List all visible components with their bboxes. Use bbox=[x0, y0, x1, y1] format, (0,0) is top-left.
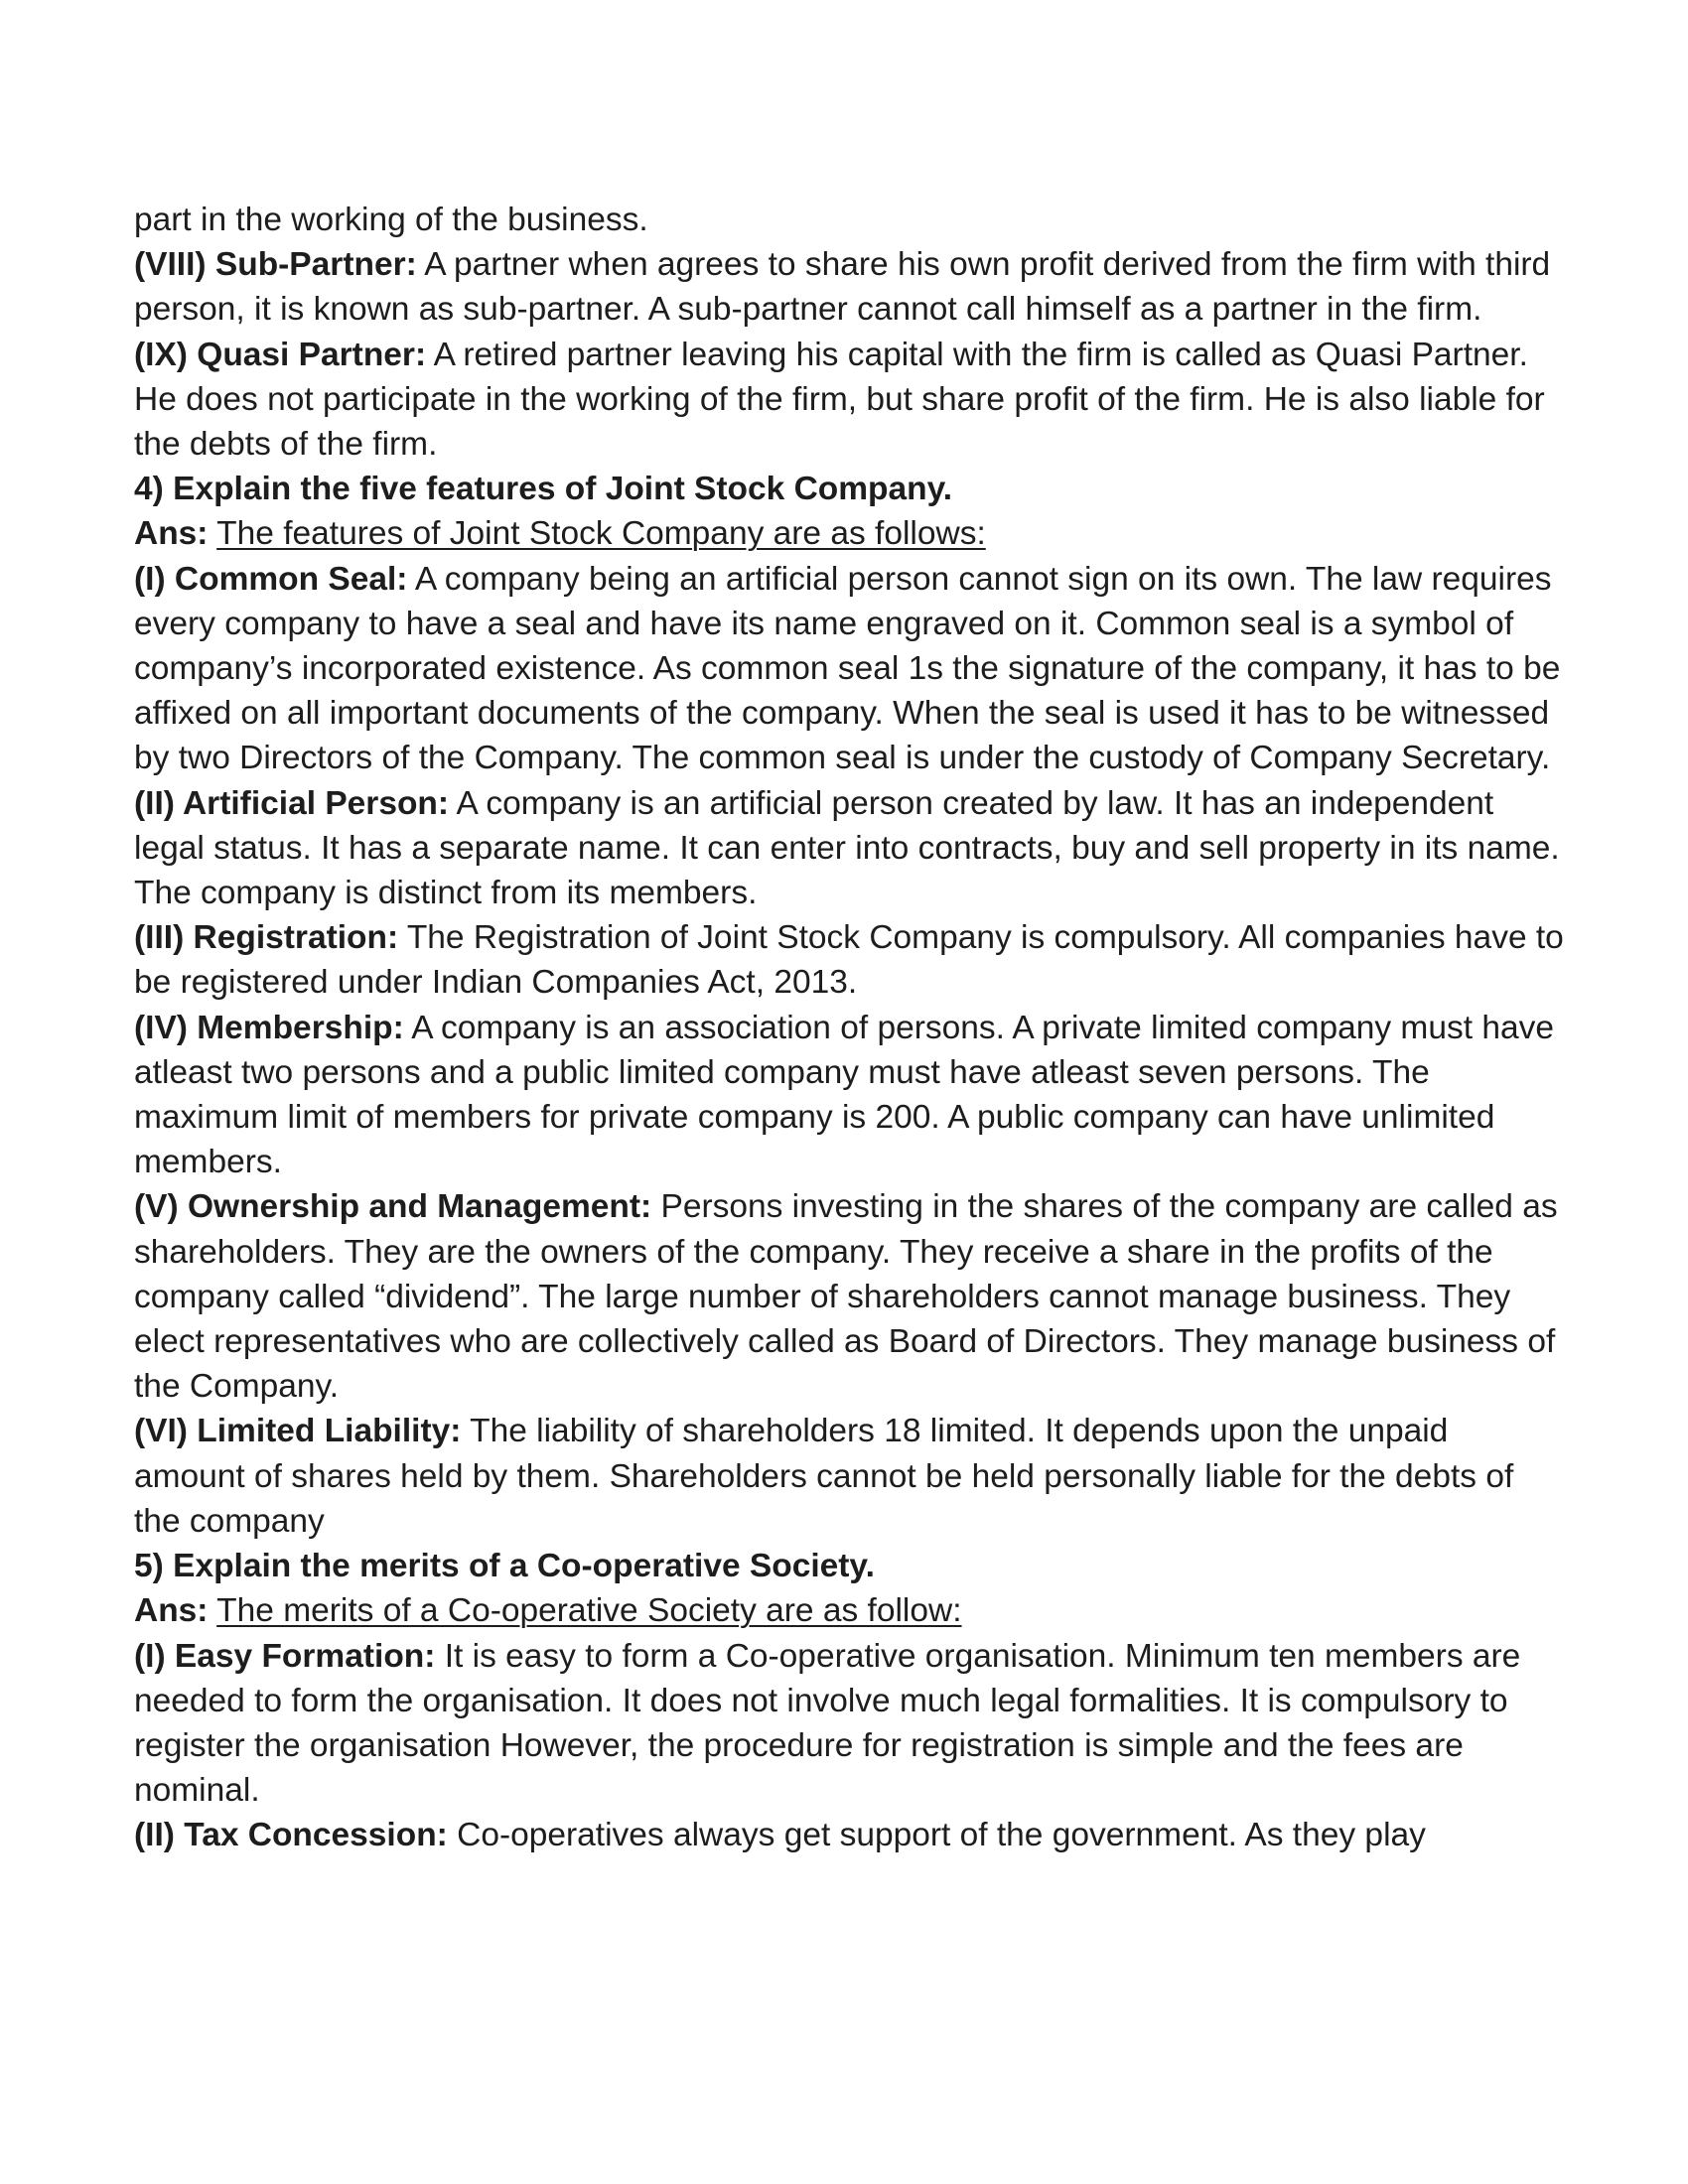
term-heading: (I) Common Seal: bbox=[134, 560, 408, 598]
term-heading: (I) Easy Formation: bbox=[134, 1637, 436, 1675]
paragraph-text: part in the working of the business. bbox=[134, 202, 648, 238]
paragraph-membership bbox=[134, 1006, 1564, 1185]
paragraph-text: Persons investing in the shares of the company are called as shareholders. They are the owners of the company. They receive a share in the profits of the company called “dividend”. The large number of shareholders cannot manage business. They elect representatives who are collectively called as Board of Directors. They manage business of the Company. bbox=[134, 1188, 1558, 1406]
answer-5-intro bbox=[134, 1588, 1564, 1633]
answer-label: Ans: bbox=[134, 1592, 209, 1630]
question-text: 5) Explain the merits of a Co-operative Society. bbox=[134, 1548, 875, 1585]
paragraph-easy-formation bbox=[134, 1634, 1564, 1814]
term-heading: (IV) Membership: bbox=[134, 1009, 404, 1046]
paragraph-ownership-management bbox=[134, 1184, 1564, 1409]
paragraph-text: It is easy to form a Co-operative organisation. Minimum ten members are needed to form the organisation. It does not involve much legal formalities. It is compulsory to register the organisation However, the procedure for registration is simple and the fees are nominal. bbox=[134, 1637, 1521, 1810]
answer-4-intro bbox=[134, 511, 1564, 556]
term-heading: (IX) Quasi Partner: bbox=[134, 336, 427, 373]
term-heading: (II) Tax Concession: bbox=[134, 1817, 448, 1854]
paragraph-text: A company is an association of persons. A private limited company must have atleast two persons and a public limited company must have atleast seven persons. The maximum limit of members for private company is 200. A public company can have unlimited members. bbox=[134, 1009, 1554, 1181]
paragraph-common-seal bbox=[134, 557, 1564, 781]
paragraph-sub-partner bbox=[134, 242, 1564, 332]
answer-intro-text: The merits of a Co-operative Society are as follow: bbox=[216, 1592, 962, 1630]
document-page bbox=[134, 198, 1564, 1858]
question-5 bbox=[134, 1544, 1564, 1588]
paragraph-artificial-person bbox=[134, 781, 1564, 916]
question-4 bbox=[134, 467, 1564, 511]
term-heading: (II) Artificial Person: bbox=[134, 784, 450, 822]
paragraph-continuation bbox=[134, 198, 1564, 242]
paragraph-text: A company is an artificial person created by law. It has an independent legal status. It has a separate name. It can enter into contracts, buy and sell property in its name. The company is distinct from its members. bbox=[134, 784, 1560, 912]
paragraph-registration bbox=[134, 915, 1564, 1005]
term-heading: (V) Ownership and Management: bbox=[134, 1188, 652, 1226]
term-heading: (VIII) Sub-Partner: bbox=[134, 246, 417, 284]
paragraph-tax-concession bbox=[134, 1813, 1564, 1857]
paragraph-text: Co-operatives always get support of the government. As they play bbox=[447, 1817, 1426, 1854]
paragraph-text: A retired partner leaving his capital with the firm is called as Quasi Partner. He does not participate in the working of the firm, but share profit of the firm. He is also liable for the debts of the firm. bbox=[134, 336, 1545, 464]
term-heading: (VI) Limited Liability: bbox=[134, 1413, 462, 1450]
answer-intro-text: The features of Joint Stock Company are as follows: bbox=[216, 515, 986, 553]
paragraph-quasi-partner bbox=[134, 333, 1564, 468]
paragraph-text: The liability of shareholders 18 limited. It depends upon the unpaid amount of shares held by them. Shareholders cannot be held personally liable for the debts of the company bbox=[134, 1413, 1514, 1540]
paragraph-text: The Registration of Joint Stock Company is compulsory. All companies have to be registered under Indian Companies Act, 2013. bbox=[134, 919, 1564, 1002]
paragraph-text: A company being an artificial person cannot sign on its own. The law requires every company to have a seal and have its name engraved on it. Common seal is a symbol of company’s incorporated existence. As common seal 1s the signature of the company, it has to be affixed on all important documents of the company. When the seal is used it has to be witnessed by two Directors of the Company. The common seal is under the custody of Company Secretary. bbox=[134, 560, 1561, 777]
term-heading: (III) Registration: bbox=[134, 919, 399, 957]
paragraph-text: A partner when agrees to share his own profit derived from the firm with third person, it is known as sub-partner. A sub-partner cannot call himself as a partner in the firm. bbox=[134, 246, 1551, 329]
answer-label: Ans: bbox=[134, 515, 209, 553]
paragraph-limited-liability bbox=[134, 1409, 1564, 1544]
question-text: 4) Explain the five features of Joint Stock Company. bbox=[134, 471, 953, 508]
